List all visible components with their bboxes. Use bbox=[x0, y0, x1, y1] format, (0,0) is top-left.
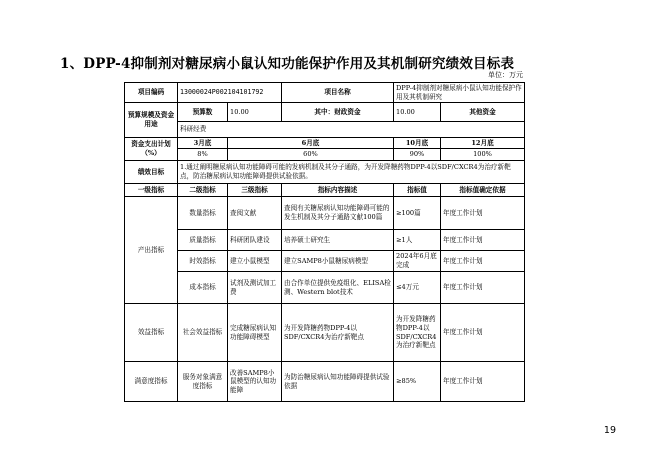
level2-cell: 质量指标 bbox=[178, 230, 228, 251]
spending-plan-label: 资金支出计划（%） bbox=[125, 138, 178, 161]
fiscal-fund-value: 10.00 bbox=[394, 103, 441, 122]
indicator-header: 三级指标 bbox=[228, 184, 282, 197]
level3-cell: 完成糖尿病认知功能障碍模型 bbox=[228, 304, 282, 362]
goal-text: 1.通过阐明糖尿病认知功能障碍可能的发病机制及其分子通路，为开发降糖药物DPP-4以SDF/CXCR4为治疗新靶点，防治糖尿病认知功能障碍提供试验依据。 bbox=[178, 161, 525, 184]
level1-satisfaction: 满意度指标 bbox=[125, 362, 178, 402]
budget-amount-label: 预算数 bbox=[178, 103, 228, 122]
basis-cell: 年度工作计划 bbox=[441, 251, 525, 272]
other-fund-label: 其他资金 bbox=[441, 103, 525, 122]
value-cell: ≤4万元 bbox=[394, 272, 441, 304]
goal-row bbox=[125, 161, 525, 184]
level2-cell: 服务对象满意度指标 bbox=[178, 362, 228, 402]
level2-cell: 时效指标 bbox=[178, 251, 228, 272]
level3-cell: 科研团队建设 bbox=[228, 230, 282, 251]
desc-cell: 查阅有关糖尿病认知功能障碍可能的发生机制及其分子通路文献100篇 bbox=[282, 197, 394, 230]
value-cell: ≥1人 bbox=[394, 230, 441, 251]
level2-cell: 数量指标 bbox=[178, 197, 228, 230]
plan-value: 90% bbox=[394, 149, 441, 161]
level1-output: 产出指标 bbox=[125, 197, 178, 304]
value-cell: ≥100篇 bbox=[394, 197, 441, 230]
basis-cell: 年度工作计划 bbox=[441, 197, 525, 230]
project-row bbox=[125, 83, 525, 103]
table-row bbox=[125, 362, 525, 402]
desc-cell: 建立SAMP8小鼠糖尿病模型 bbox=[282, 251, 394, 272]
basis-cell: 年度工作计划 bbox=[441, 362, 525, 402]
fiscal-fund-label: 其中：财政资金 bbox=[282, 103, 394, 122]
value-cell: ≥85% bbox=[394, 362, 441, 402]
indicator-header: 指标值 bbox=[394, 184, 441, 197]
table-row bbox=[125, 197, 525, 230]
desc-cell: 由合作单位提供免疫组化、ELISA检测、Western blot技术 bbox=[282, 272, 394, 304]
plan-header: 3月底 bbox=[178, 138, 228, 149]
value-cell: 2024年6月底完成 bbox=[394, 251, 441, 272]
level1-benefit: 效益指标 bbox=[125, 304, 178, 362]
plan-header-row bbox=[125, 138, 525, 149]
desc-cell: 为防治糖尿病认知功能障碍提供试验依据 bbox=[282, 362, 394, 402]
budget-amount-value: 10.00 bbox=[228, 103, 282, 122]
project-code-value: 13000024P002104101792 bbox=[178, 83, 282, 103]
value-cell: 为开发降糖药物DPP-4以SDF/CXCR4为治疗新靶点 bbox=[394, 304, 441, 362]
basis-cell: 年度工作计划 bbox=[441, 272, 525, 304]
level2-cell: 成本指标 bbox=[178, 272, 228, 304]
goal-label: 绩效目标 bbox=[125, 161, 178, 184]
indicator-header: 二级指标 bbox=[178, 184, 228, 197]
table-row bbox=[125, 230, 525, 251]
budget-purpose-row bbox=[125, 122, 525, 138]
indicator-header: 一级指标 bbox=[125, 184, 178, 197]
indicator-header-row bbox=[125, 184, 525, 197]
plan-value: 100% bbox=[441, 149, 525, 161]
indicator-header: 指标值确定依据 bbox=[441, 184, 525, 197]
level3-cell: 改善SAMP8小鼠模型的认知功能障 bbox=[228, 362, 282, 402]
plan-header: 6月底 bbox=[228, 138, 394, 149]
basis-cell: 年度工作计划 bbox=[441, 304, 525, 362]
basis-cell: 年度工作计划 bbox=[441, 230, 525, 251]
table-row bbox=[125, 251, 525, 272]
budget-purpose: 科研经费 bbox=[178, 122, 525, 138]
level3-cell: 试剂及测试加工费 bbox=[228, 272, 282, 304]
plan-header: 12月底 bbox=[441, 138, 525, 149]
level3-cell: 建立小鼠模型 bbox=[228, 251, 282, 272]
desc-cell: 培养硕士研究生 bbox=[282, 230, 394, 251]
performance-target-table bbox=[124, 82, 525, 402]
plan-value-row bbox=[125, 149, 525, 161]
unit-label: 单位：万元 bbox=[488, 71, 523, 79]
level2-cell: 社会效益指标 bbox=[178, 304, 228, 362]
budget-row bbox=[125, 103, 525, 122]
page-number: 19 bbox=[603, 425, 616, 436]
project-name-label: 项目名称 bbox=[282, 83, 394, 103]
table-row bbox=[125, 304, 525, 362]
project-name-value: DPP-4抑制剂对糖尿病小鼠认知功能保护作用及其机制研究 bbox=[394, 83, 525, 103]
plan-header: 10月底 bbox=[394, 138, 441, 149]
budget-scale-label: 预算规模及资金用途 bbox=[125, 103, 178, 138]
level3-cell: 查阅文献 bbox=[228, 197, 282, 230]
page-title: 1、DPP-4抑制剂对糖尿病小鼠认知功能保护作用及其机制研究绩效目标表 bbox=[60, 56, 515, 72]
plan-value: 60% bbox=[228, 149, 394, 161]
project-code-label: 项目编码 bbox=[125, 83, 178, 103]
plan-value: 8% bbox=[178, 149, 228, 161]
table-row bbox=[125, 272, 525, 304]
desc-cell: 为开发降糖药物DPP-4以SDF/CXCR4为治疗新靶点 bbox=[282, 304, 394, 362]
indicator-header: 指标内容描述 bbox=[282, 184, 394, 197]
